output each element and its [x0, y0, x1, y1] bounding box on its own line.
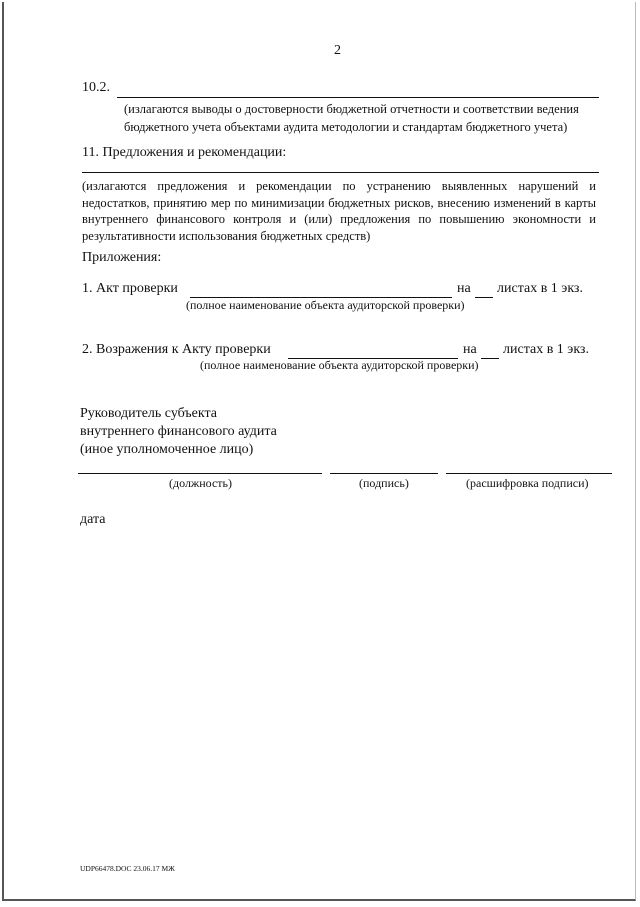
appendix-2-na: на — [463, 342, 477, 357]
section-10-2-note-line-2: бюджетного учета объектами аудита методологии и стандартам бюджетного учета) — [124, 120, 568, 134]
appendix-1-sheets: листах в 1 экз. — [497, 281, 583, 296]
appendix-2-caption: (полное наименование объекта аудиторской проверки) — [200, 358, 479, 372]
date-label: дата — [80, 512, 106, 527]
position-line — [78, 473, 322, 474]
appendix-2-sheets: листах в 1 экз. — [503, 342, 589, 357]
signature-title-line-2: внутреннего финансового аудита — [80, 424, 277, 439]
appendix-2-count-line — [481, 358, 499, 359]
signature-caption: (подпись) — [359, 476, 409, 490]
section-11-heading: 11. Предложения и рекомендации: — [82, 145, 287, 160]
appendix-2-label: 2. Возражения к Акту проверки — [82, 342, 271, 357]
section-10-2-fill-line — [117, 97, 599, 98]
decoding-caption: (расшифровка подписи) — [466, 476, 589, 490]
document-footer: UDP66478.DOC 23.06.17 МЖ — [80, 864, 175, 873]
appendices-heading: Приложения: — [82, 250, 162, 265]
appendix-1-label: 1. Акт проверки — [82, 281, 178, 296]
position-caption: (должность) — [169, 476, 232, 490]
appendix-1-count-line — [475, 297, 493, 298]
appendix-1-caption: (полное наименование объекта аудиторской проверки) — [186, 298, 465, 312]
decoding-line — [446, 473, 612, 474]
section-11-fill-line — [82, 172, 599, 173]
document-page — [2, 2, 636, 901]
section-11-note: (излагаются предложения и рекомендации по устранению выявленных нарушений и недостатков, принятию мер по минимизации бюджетных рисков, внесению изменений в карты внутреннего финансового контроля и (или) предложения по повышению экономности и результативности использования бюджетных средств) — [82, 179, 596, 243]
signature-line — [330, 473, 438, 474]
appendix-1-na: на — [457, 281, 471, 296]
page-number: 2 — [334, 43, 341, 58]
section-10-2-number: 10.2. — [82, 80, 110, 95]
signature-title-line-1: Руководитель субъекта — [80, 406, 217, 421]
section-10-2-note-line-1: (излагаются выводы о достоверности бюджетной отчетности и соответствии ведения — [124, 102, 579, 116]
signature-title-line-3: (иное уполномоченное лицо) — [80, 442, 254, 457]
